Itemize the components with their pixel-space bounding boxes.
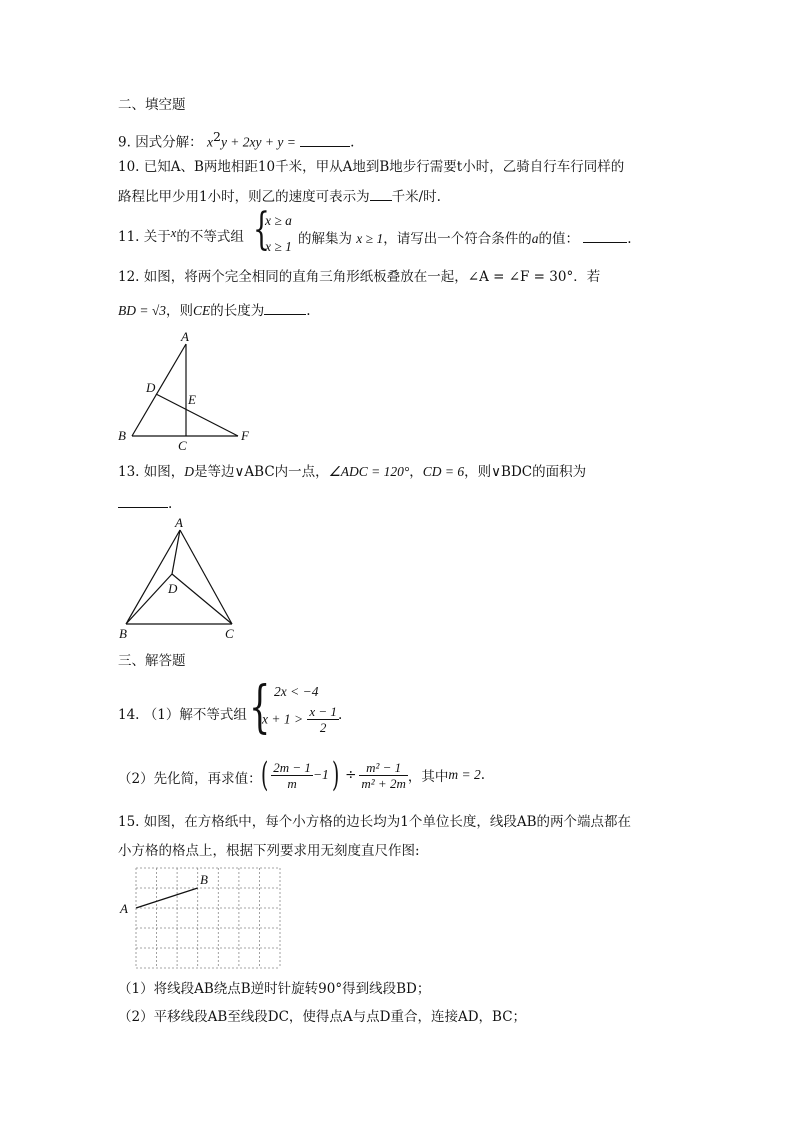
question-9 [118,128,354,152]
question-10-line1: 10. 已知A、B两地相距10千米，甲从A地到B地步行需要t小时，乙骑自行车行同样的 [118,159,625,175]
q14-part1-label: 14. （1）解不等式组 [118,707,247,723]
label-b: B [200,872,208,887]
q11-var-x: x [170,226,177,240]
segment-ac [180,530,232,624]
q14-condition: m = 2 [448,767,481,782]
grid-lines [136,868,280,968]
q14-frac2-den: m² + 2m [361,775,406,791]
q11-text-d: 的值： [538,231,579,247]
q9-answer-blank[interactable] [300,132,350,147]
q9-expr-sup: 2 [212,129,221,144]
q14-ineq2 [262,704,339,735]
q14-ineq1: 2x < −4 [274,684,319,699]
q9-number: 9. [118,134,131,151]
segment-df [156,394,238,436]
q13-triangle-figure [114,514,254,642]
section-title-solve: 三、解答题 [118,653,186,669]
q14-part2-expression [258,755,485,795]
label-a: A [181,329,189,344]
segment-cd [172,574,232,624]
q14-ineq2-left: x + 1 > [262,711,304,727]
q13-cd: CD = 6 [422,464,465,479]
question-11 [118,228,244,246]
question-13-line1 [118,463,586,481]
q11-text-a: 的不等式组 [176,229,244,245]
question-15-line2: 小方格的格点上，根据下列要求用无刻度直尺作图: [118,843,420,859]
q11-var-a: a [531,231,539,246]
q12-text-d: 的长度为 [210,303,265,319]
q9-end: . [350,134,355,151]
section-title-fill-blank: 二、填空题 [118,97,186,113]
q9-expr-rest: y + 2xy + y = [220,134,296,150]
q15-sub2: （2）平移线段AB至线段DC，使得点A与点D重合，连接AD，BC； [118,1009,527,1025]
label-b: B [119,626,127,641]
q13-d: D [184,464,195,479]
q12-bd-expr: BD = √3 [118,303,167,318]
q14-ineq2-fraction [307,704,339,735]
q11-end: . [627,231,632,247]
left-paren: ( [260,755,269,795]
q14-ineq2-denominator: 2 [319,720,327,735]
q14-tail: ，其中 [407,769,449,785]
q14-part1-end: . [338,707,343,723]
question-10-line2 [118,186,441,206]
q10-line2-a: 路程比甲少用1小时，则乙的速度可表示为 [118,189,370,205]
question-15-line1: 15. 如图，在方格纸中，每个小方格的边长均为1个单位长度，线段AB的两个端点都在 [118,814,632,830]
q9-expr-x: x [206,134,213,150]
q12-answer-blank[interactable] [264,300,306,315]
label-c: C [178,438,187,450]
label-f: F [241,428,249,443]
q12-text-b: ，则 [166,303,194,319]
q11-number: 11. 关于 [118,229,171,245]
q14-frac2 [359,760,407,791]
q12-ce: CE [193,303,211,318]
q10-answer-blank[interactable] [370,186,392,201]
label-a: A [120,901,128,916]
q14-div-sign: ÷ [345,767,357,783]
q11-answer-blank[interactable] [583,228,627,243]
q14-part2-label: （2）先化简，再求值： [118,771,262,787]
q12-triangle-figure [114,328,264,450]
q11-system-line1: x ≥ a [265,213,292,228]
label-e: E [188,392,196,407]
q13-text-c: 是等边∨ABC内一点， [194,464,329,480]
q15-grid-figure [114,862,286,972]
q13-answer-blank[interactable] [118,493,168,508]
q11-tail [298,228,632,248]
q11-text-b: 的解集为 [298,231,352,247]
label-b: B [118,428,126,443]
segment-bd [126,574,172,624]
q12-end: . [306,303,311,319]
q14-ineq2-numerator: x − 1 [309,704,337,719]
q14-frac2-num: m² − 1 [359,760,407,776]
q14-frac1-den: m [287,775,297,791]
q15-sub1: （1）将线段AB绕点B逆时针旋转90°得到线段BD； [118,981,431,997]
label-d: D [168,581,178,596]
q13-text-e: ， [409,464,423,480]
segment-bd-a [132,344,186,436]
q13-text-g: ，则∨BDC的面积为 [464,464,587,480]
label-d: D [146,380,156,395]
q14-part2-end: . [480,767,485,783]
segment-ab [126,530,180,624]
q14-frac1 [271,760,313,791]
q14-frac1-num: 2m − 1 [273,759,311,775]
question-12-line1: 12. 如图，将两个完全相同的直角三角形纸板叠放在一起，∠A = ∠F = 30°．若 [118,269,601,285]
label-a: A [175,515,183,530]
segment-ab [136,888,198,908]
q14-system-brace: { [249,675,271,740]
q13-text-a: 13. 如图， [118,464,185,480]
q14-minus-one: −1 [312,767,329,782]
right-paren: ) [331,755,340,795]
q9-text: 因式分解： [135,134,203,151]
question-13-line2 [118,493,172,513]
q11-system-brace: { [253,204,270,255]
q11-text-c: ，请写出一个符合条件的 [383,231,532,247]
q11-system-line2: x ≥ 1 [265,239,292,254]
q10-line2-b: 千米/时. [391,189,441,205]
q11-solution: x ≥ 1 [356,231,384,246]
q13-end: . [168,496,173,512]
question-12-line2 [118,300,311,320]
label-c: C [225,626,234,641]
q13-angle: ∠ADC = 120° [328,464,410,479]
